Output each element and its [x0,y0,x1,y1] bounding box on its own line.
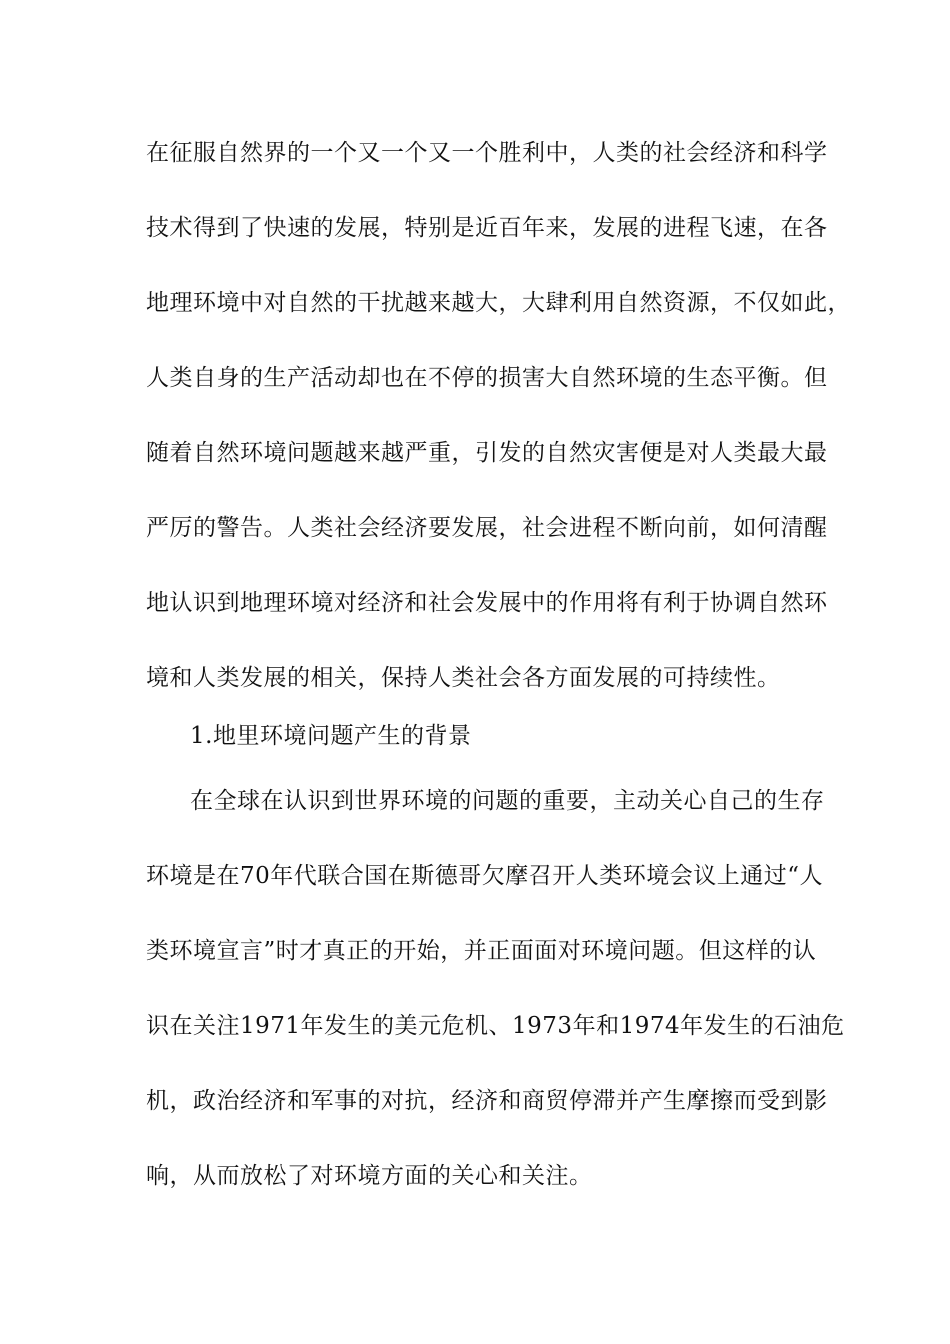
section-heading: 1.地里环境问题产生的背景 [190,723,472,749]
paragraph-line: 在全球在认识到世界环境的问题的重要，主动关心自己的生存 [190,788,825,814]
paragraph-line: 技术得到了快速的发展，特别是近百年来，发展的进程飞速，在各 [146,215,828,241]
paragraph-line: 地理环境中对自然的干扰越来越大，大肆利用自然资源，不仅如此， [146,290,851,316]
paragraph-line: 在征服自然界的一个又一个又一个胜利中，人类的社会经济和科学 [146,140,828,166]
paragraph-line: 响，从而放松了对环境方面的关心和关注。 [146,1163,593,1189]
paragraph-line: 严厉的警告。人类社会经济要发展，社会进程不断向前，如何清醒 [146,515,828,541]
paragraph-line: 环境是在70年代联合国在斯德哥欠摩召开人类环境会议上通过“人 [146,863,824,889]
paragraph-line: 随着自然环境问题越来越严重，引发的自然灾害便是对人类最大最 [146,440,828,466]
paragraph-line: 机，政治经济和军事的对抗，经济和商贸停滞并产生摩擦而受到影 [146,1088,828,1114]
paragraph-line: 类环境宣言”时才真正的开始，并正面面对环境问题。但这样的认 [146,938,817,964]
paragraph-line: 人类自身的生产活动却也在不停的损害大自然环境的生态平衡。但 [146,365,828,391]
paragraph-line: 地认识到地理环境对经济和社会发展中的作用将有利于协调自然环 [146,590,828,616]
paragraph-line: 识在关注1971年发生的美元危机、1973年和1974年发生的石油危 [146,1013,845,1039]
paragraph-line: 境和人类发展的相关，保持人类社会各方面发展的可持续性。 [146,665,781,691]
